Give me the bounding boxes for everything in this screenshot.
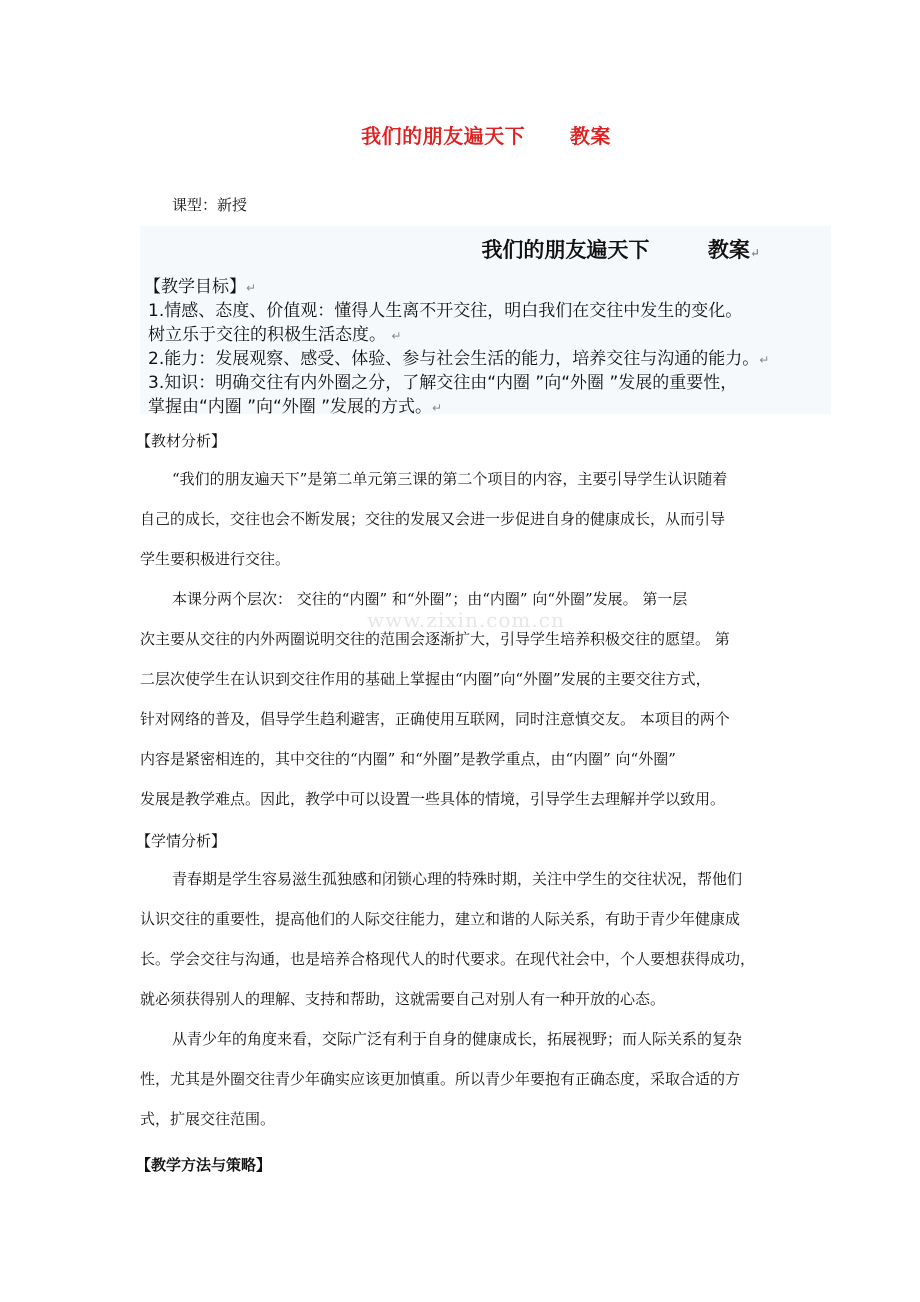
embedded-line: 【教学目标】↵ xyxy=(144,277,257,297)
paragraph-line: 次主要从交往的内外两圈说明交往的范围会逐渐扩大，引导学生培养积极交往的愿望。 第 xyxy=(140,630,730,648)
lesson-type: 课型：新授 xyxy=(172,196,248,214)
paragraph-line: 针对网络的普及，倡导学生趋利避害，正确使用互联网，同时注意慎交友。 本项目的两个 xyxy=(140,710,730,728)
paragraph-line: 性，尤其是外圈交往青少年确实应该更加慎重。所以青少年要抱有正确态度，采取合适的方 xyxy=(140,1070,741,1088)
paragraph-line: 自己的成长，交往也会不断发展；交往的发展又会进一步促进自身的健康成长，从而引导 xyxy=(140,510,726,528)
embedded-line: 树立乐于交往的积极生活态度。 ↵ xyxy=(148,325,402,345)
section-heading-student: 【学情分析】 xyxy=(136,832,227,850)
paragraph-line: 内容是紧密相连的，其中交往的“内圈” 和“外圈”是教学重点，由“内圈” 向“外圈” xyxy=(140,750,676,768)
embedded-line: 3.知识：明确交往有内外圈之分，了解交往由“内圈 ”向“外圈 ”发展的重要性， xyxy=(148,373,738,393)
section-heading-material: 【教材分析】 xyxy=(136,432,227,450)
paragraph-line: 本课分两个层次： 交往的“内圈” 和“外圈”；由“内圈” 向“外圈”发展。 第一层 xyxy=(172,590,688,608)
paragraph-line: 认识交往的重要性，提高他们的人际交往能力，建立和谐的人际关系，有助于青少年健康成 xyxy=(140,910,741,928)
embedded-line: 掌握由“内圈 ”向“外圈 ”发展的方式。↵ xyxy=(148,397,443,417)
paragraph-line: 青春期是学生容易滋生孤独感和闭锁心理的特殊时期，关注中学生的交往状况，帮他们 xyxy=(172,870,743,888)
paragraph-line: 发展是教学难点。因此，教学中可以设置一些具体的情境，引导学生去理解并学以致用。 xyxy=(140,790,726,808)
paragraph-line: 学生要积极进行交往。 xyxy=(140,550,291,568)
paragraph-line: 长。学会交往与沟通，也是培养合格现代人的时代要求。在现代社会中，个人要想获得成功， xyxy=(140,950,756,968)
paragraph-line: 就必须获得别人的理解、支持和帮助，这就需要自己对别人有一种开放的心态。 xyxy=(140,990,666,1008)
paragraph-line: 从青少年的角度来看，交际广泛有利于自身的健康成长，拓展视野；而人际关系的复杂 xyxy=(172,1030,743,1048)
document-title: 我们的朋友遍天下 教案 xyxy=(361,124,611,148)
embedded-title: 我们的朋友遍天下 教案↵ xyxy=(481,237,760,262)
watermark: www.zixin.com.cn xyxy=(367,608,565,632)
paragraph-line: 二层次使学生在认识到交往作用的基础上掌握由“内圈”向“外圈”发展的主要交往方式， xyxy=(140,670,711,688)
paragraph-line: “我们的朋友遍天下”是第二单元第三课的第二个项目的内容，主要引导学生认识随着 xyxy=(172,470,728,488)
embedded-image xyxy=(140,226,831,417)
paragraph-line: 式，扩展交往范围。 xyxy=(140,1110,276,1128)
embedded-line: 1.情感、态度、价值观：懂得人生离不开交往，明白我们在交往中发生的变化。 xyxy=(148,301,743,321)
section-heading-method: 【教学方法与策略】 xyxy=(136,1156,272,1174)
embedded-line: 2.能力：发展观察、感受、体验、参与社会生活的能力，培养交往与沟通的能力。↵ xyxy=(148,349,770,369)
